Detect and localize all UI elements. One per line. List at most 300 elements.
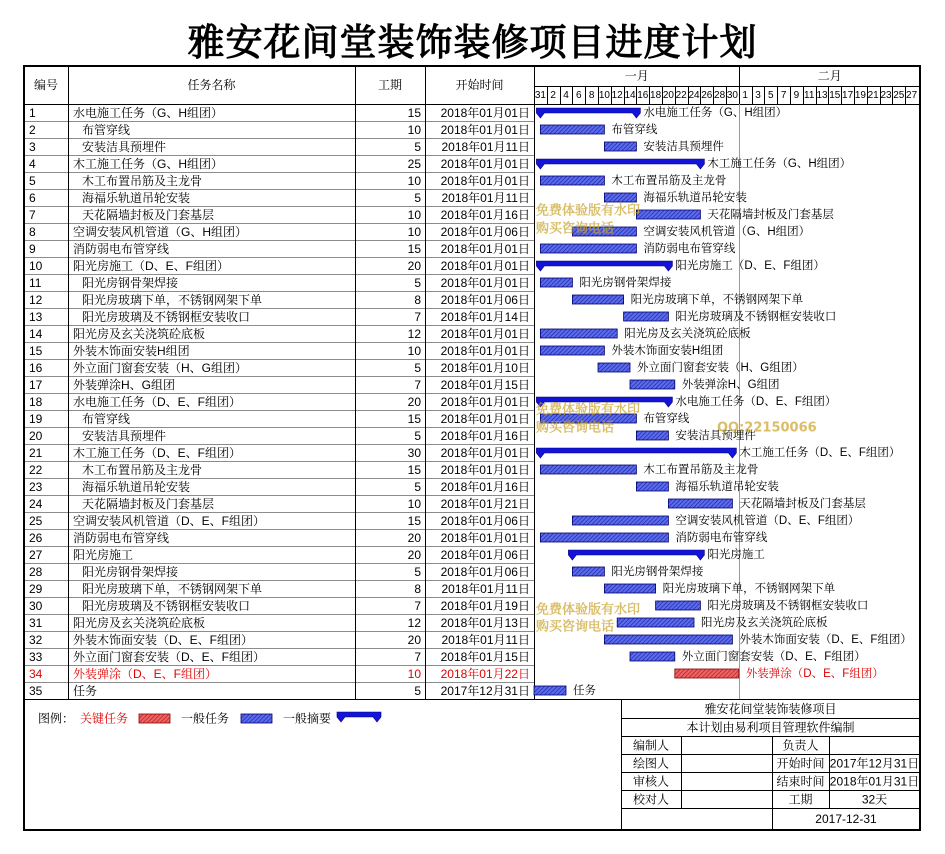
task-name: 木工布置吊筋及主龙骨 [82, 174, 203, 188]
task-name: 阳光房玻璃及不锈钢框安装收口 [82, 599, 251, 613]
task-name: 空调安装风机管道（D、E、F组团） [73, 514, 266, 528]
day-label: 5 [768, 90, 774, 101]
task-row [29, 207, 834, 222]
task-start: 2018年01月06日 [440, 548, 530, 562]
bar-label: 天花隔墙封板及门套基层 [707, 209, 834, 221]
task-name: 阳光房及玄关浇筑砼底板 [73, 327, 206, 341]
bar-label: 海福乐轨道吊轮安装 [643, 192, 747, 204]
task-name: 安装洁具预埋件 [82, 140, 167, 154]
task-name: 阳光房玻璃下单，不锈钢网架下单 [82, 582, 263, 596]
task-start: 2018年01月16日 [440, 429, 530, 443]
task-start: 2018年01月01日 [440, 157, 530, 171]
info-label: 审核人 [632, 774, 670, 789]
task-start: 2018年01月01日 [440, 531, 530, 545]
task-name: 木工施工任务（D、E、F组团） [73, 446, 242, 460]
bar-label: 安装洁具预埋件 [643, 141, 724, 153]
task-duration: 20 [407, 548, 421, 562]
header-id: 编号 [33, 78, 59, 92]
bar-label: 阳光房施工 [707, 549, 765, 561]
task-row [29, 581, 836, 596]
info-label: 负责人 [782, 738, 819, 753]
task-bar [617, 618, 694, 627]
bar-label: 安装洁具预埋件 [675, 430, 756, 442]
task-name: 消防弱电布管穿线 [73, 242, 170, 256]
task-bar [540, 176, 604, 185]
task-row [29, 122, 658, 137]
task-bar [540, 533, 668, 542]
task-name: 外立面门窗套安装（H、G组团） [73, 361, 248, 375]
task-duration: 15 [407, 514, 421, 528]
task-bar [630, 380, 675, 389]
bar-label: 阳光房玻璃下单，不锈钢网架下单 [630, 294, 804, 306]
task-id: 27 [29, 548, 43, 562]
bar-label: 阳光房施工（D、E、F组团） [675, 260, 825, 272]
task-start: 2018年01月21日 [440, 497, 530, 511]
task-bar [636, 482, 668, 491]
task-name: 阳光房及玄关浇筑砼底板 [73, 616, 206, 630]
task-name: 天花隔墙封板及门套基层 [82, 208, 215, 222]
task-start: 2018年01月01日 [440, 276, 530, 290]
task-row [29, 564, 704, 579]
task-id: 18 [29, 395, 43, 409]
task-row [29, 598, 868, 613]
task-id: 5 [29, 174, 36, 188]
task-duration: 20 [407, 395, 421, 409]
bar-label: 水电施工任务（D、E、F组团） [675, 396, 837, 408]
task-name: 布管穿线 [82, 123, 131, 137]
task-start: 2018年01月16日 [440, 208, 530, 222]
task-name: 外立面门窗套安装（D、E、F组团） [73, 650, 266, 664]
day-label: 8 [588, 90, 595, 101]
task-duration: 5 [414, 565, 421, 579]
task-start: 2018年01月06日 [440, 514, 530, 528]
header-start: 开始时间 [455, 78, 504, 92]
summary-bar [536, 108, 640, 118]
task-row [29, 105, 787, 120]
task-start: 2018年01月13日 [440, 616, 530, 630]
task-id: 11 [29, 276, 42, 290]
task-name: 木工布置吊筋及主龙骨 [82, 463, 203, 477]
task-name: 天花隔墙封板及门套基层 [82, 497, 215, 511]
day-label: 27 [906, 90, 918, 101]
task-row [29, 275, 672, 290]
day-label: 16 [637, 90, 649, 101]
info-label: 工期 [788, 792, 813, 807]
task-start: 2018年01月15日 [440, 378, 530, 392]
task-bar [636, 210, 700, 219]
legend-summary-label: 一般摘要 [283, 711, 332, 726]
day-label: 26 [701, 90, 713, 101]
task-id: 6 [29, 191, 36, 205]
task-name: 海福乐轨道吊轮安装 [82, 480, 191, 494]
task-rows [29, 105, 912, 698]
bar-label: 天花隔墙封板及门套基层 [739, 498, 866, 510]
info-label: 开始时间 [776, 756, 825, 771]
task-row [29, 649, 866, 664]
task-id: 7 [29, 208, 36, 222]
task-name: 阳光房钢骨架焊接 [82, 565, 179, 579]
task-start: 2018年01月11日 [441, 633, 530, 647]
task-id: 4 [29, 157, 36, 171]
task-start: 2018年01月22日 [440, 667, 530, 681]
task-duration: 7 [414, 650, 421, 664]
task-name: 木工施工任务（G、H组团） [73, 157, 224, 171]
task-id: 28 [29, 565, 43, 579]
task-row [29, 428, 756, 443]
task-name: 外装弹涂H、G组团 [73, 378, 176, 392]
task-duration: 15 [407, 412, 421, 426]
task-id: 34 [29, 667, 43, 681]
day-label: 2 [550, 90, 556, 101]
task-bar [572, 516, 668, 525]
task-bar [656, 601, 701, 610]
watermark-text: 购买咨询电话 [536, 221, 615, 237]
task-bar [572, 295, 623, 304]
task-row [29, 326, 751, 341]
task-duration: 5 [414, 429, 421, 443]
task-start: 2018年01月11日 [441, 582, 530, 596]
info-value: 32天 [861, 792, 888, 807]
task-start: 2018年01月15日 [440, 650, 530, 664]
bar-label: 阳光房玻璃及不锈钢框安装收口 [675, 311, 837, 323]
task-duration: 10 [407, 225, 421, 239]
watermark-text: 免费体验版有水印 [536, 402, 641, 418]
task-duration: 12 [407, 616, 421, 630]
day-label: 11 [804, 90, 815, 101]
task-duration: 5 [414, 480, 421, 494]
bar-label: 外立面门窗套安装（D、E、F组团） [681, 651, 866, 663]
bar-label: 海福乐轨道吊轮安装 [675, 481, 779, 493]
table-header [34, 69, 918, 101]
bar-label: 消防弱电布管穿线 [643, 243, 736, 255]
info-value: 2018年01月31日 [829, 774, 920, 789]
task-id: 35 [29, 684, 43, 698]
task-start: 2018年01月06日 [440, 225, 530, 239]
task-row [29, 530, 768, 545]
info-project: 雅安花间堂装饰装修项目 [704, 702, 837, 716]
day-label: 15 [829, 90, 841, 101]
task-row [29, 292, 804, 307]
task-bar [598, 363, 630, 372]
task-duration: 20 [407, 633, 421, 647]
day-label: 10 [598, 90, 610, 101]
task-name: 外装木饰面安装H组团 [73, 344, 190, 358]
info-date: 2017-12-31 [815, 812, 877, 826]
task-start: 2018年01月11日 [441, 140, 530, 154]
bar-label: 阳光房玻璃下单，不锈钢网架下单 [662, 583, 836, 595]
info-label: 绘图人 [632, 756, 670, 771]
task-duration: 15 [407, 106, 421, 120]
task-bar [604, 635, 732, 644]
task-id: 10 [29, 259, 43, 273]
task-duration: 20 [407, 531, 421, 545]
task-bar [540, 329, 617, 338]
task-id: 19 [29, 412, 43, 426]
task-row [29, 173, 726, 188]
task-duration: 10 [407, 667, 421, 681]
task-id: 16 [29, 361, 43, 375]
task-start: 2018年01月06日 [440, 565, 530, 579]
task-id: 20 [29, 429, 43, 443]
bar-label: 布管穿线 [611, 124, 658, 136]
task-bar [540, 346, 604, 355]
bar-label: 外装木饰面安装H组团 [611, 345, 724, 357]
task-row [29, 309, 836, 324]
task-bar [540, 125, 604, 134]
task-row [29, 683, 596, 698]
day-label: 4 [563, 90, 569, 101]
task-row [29, 377, 780, 392]
task-id: 17 [29, 378, 43, 392]
task-id: 8 [29, 225, 36, 239]
task-id: 30 [29, 599, 43, 613]
legend-title: 图例： [38, 711, 75, 726]
task-duration: 8 [414, 293, 421, 307]
day-label: 14 [624, 90, 636, 101]
task-row [29, 462, 758, 477]
bar-label: 木工施工任务（G、H组团） [707, 158, 852, 170]
summary-bar [536, 448, 736, 458]
task-duration: 12 [407, 327, 421, 341]
task-id: 23 [29, 480, 43, 494]
task-bar [540, 278, 572, 287]
task-id: 32 [29, 633, 43, 647]
task-bar [540, 465, 636, 474]
task-row [29, 224, 810, 239]
task-row [29, 394, 836, 409]
watermark-text: 购买咨询电话 [536, 619, 615, 635]
task-start: 2018年01月10日 [440, 361, 530, 375]
task-name: 外装弹涂（D、E、F组团） [73, 667, 218, 681]
critical-bar [675, 669, 739, 678]
summary-bar [536, 159, 704, 169]
day-label: 23 [880, 90, 892, 101]
day-label: 30 [726, 90, 738, 101]
task-id: 2 [29, 123, 36, 137]
bar-label: 空调安装风机管道（D、E、F组团） [675, 515, 860, 527]
task-bar [540, 244, 636, 253]
task-id: 1 [29, 106, 36, 120]
legend-normal-swatch [241, 714, 272, 723]
task-id: 3 [29, 140, 36, 154]
task-id: 12 [29, 293, 43, 307]
task-duration: 7 [414, 599, 421, 613]
day-label: 21 [867, 90, 879, 101]
task-id: 9 [29, 242, 36, 256]
task-name: 消防弱电布管穿线 [73, 531, 170, 545]
day-label: 7 [780, 90, 787, 101]
day-label: 17 [842, 90, 854, 101]
bar-label: 布管穿线 [643, 413, 690, 425]
bar-label: 外立面门窗套安装（H、G组团） [637, 362, 804, 374]
task-name: 布管穿线 [82, 412, 131, 426]
bar-label: 空调安装风机管道（G、H组团） [643, 226, 811, 238]
info-value: 2017年12月31日 [829, 756, 920, 771]
watermark-text: 免费体验版有水印 [536, 203, 641, 219]
task-bar [624, 312, 669, 321]
day-label: 9 [793, 90, 800, 101]
bar-label: 外装弹涂H、G组团 [681, 379, 780, 391]
task-duration: 10 [407, 123, 421, 137]
task-duration: 15 [407, 242, 421, 256]
day-label: 25 [893, 90, 905, 101]
task-start: 2018年01月01日 [440, 174, 530, 188]
task-start: 2018年01月01日 [440, 395, 530, 409]
task-name: 阳光房玻璃下单，不锈钢网架下单 [82, 293, 263, 307]
task-name: 阳光房玻璃及不锈钢框安装收口 [82, 310, 251, 324]
day-label: 6 [576, 90, 582, 101]
task-start: 2018年01月01日 [440, 327, 530, 341]
day-label: 13 [816, 90, 828, 101]
task-duration: 15 [407, 463, 421, 477]
bar-label: 阳光房钢骨架焊接 [611, 566, 704, 578]
task-duration: 5 [414, 191, 421, 205]
task-start: 2018年01月01日 [440, 412, 530, 426]
task-duration: 10 [407, 344, 421, 358]
task-start: 2018年01月14日 [440, 310, 530, 324]
task-id: 22 [29, 463, 43, 477]
bar-label: 木工布置吊筋及主龙骨 [611, 175, 727, 187]
task-name: 水电施工任务（G、H组团） [73, 106, 224, 120]
task-start: 2018年01月01日 [440, 344, 530, 358]
task-bar [630, 652, 675, 661]
task-name: 空调安装风机管道（G、H组团） [73, 225, 248, 239]
task-bar [604, 142, 636, 151]
bar-label: 外装木饰面安装（D、E、F组团） [739, 634, 912, 646]
task-duration: 10 [407, 208, 421, 222]
task-row [29, 615, 828, 630]
day-label: 20 [662, 90, 674, 101]
summary-bar [568, 550, 704, 560]
header-name: 任务名称 [187, 78, 236, 92]
bar-label: 阳光房及玄关浇筑砼底板 [624, 328, 751, 340]
task-row [29, 547, 765, 562]
task-name: 海福乐轨道吊轮安装 [82, 191, 191, 205]
summary-bar [536, 261, 672, 271]
day-label: 31 [534, 90, 546, 101]
bar-label: 木工施工任务（D、E、F组团） [739, 447, 901, 459]
task-id: 31 [29, 616, 43, 630]
bar-label: 任务 [573, 685, 596, 697]
task-bar [668, 499, 732, 508]
page-title: 雅安花间堂装饰装修项目进度计划 [187, 20, 758, 64]
day-label: 19 [854, 90, 866, 101]
task-row [29, 632, 912, 647]
task-duration: 7 [414, 378, 421, 392]
task-id: 24 [29, 497, 43, 511]
task-duration: 10 [407, 497, 421, 511]
task-start: 2018年01月19日 [440, 599, 530, 613]
task-start: 2018年01月01日 [440, 446, 530, 460]
day-label: 18 [650, 90, 662, 101]
watermark-text: 免费体验版有水印 [536, 602, 641, 618]
task-row [29, 445, 900, 460]
task-name: 阳光房施工（D、E、F组团） [73, 259, 230, 273]
bar-label: 阳光房钢骨架焊接 [579, 277, 672, 289]
task-start: 2018年01月01日 [440, 463, 530, 477]
task-row [29, 513, 859, 528]
task-id: 26 [29, 531, 43, 545]
task-name: 水电施工任务（D、E、F组团） [73, 395, 242, 409]
task-duration: 30 [407, 446, 421, 460]
bar-label: 木工布置吊筋及主龙骨 [643, 464, 759, 476]
task-id: 21 [29, 446, 43, 460]
task-row [29, 258, 825, 273]
task-duration: 7 [414, 310, 421, 324]
task-duration: 10 [407, 174, 421, 188]
task-duration: 8 [414, 582, 421, 596]
task-name: 阳光房施工 [73, 548, 134, 562]
watermark-text: QQ:22150066 [717, 420, 817, 436]
legend [38, 711, 381, 726]
task-bar [572, 567, 604, 576]
task-id: 13 [29, 310, 43, 324]
task-duration: 5 [414, 684, 421, 698]
task-bar [604, 193, 636, 202]
task-duration: 20 [407, 259, 421, 273]
task-duration: 5 [414, 140, 421, 154]
legend-normal-label: 一般任务 [181, 711, 230, 726]
task-id: 25 [29, 514, 43, 528]
month-label: 一月 [624, 69, 649, 83]
task-duration: 5 [414, 361, 421, 375]
info-label: 编制人 [632, 738, 670, 753]
month-label: 二月 [817, 69, 842, 83]
task-row [29, 360, 804, 375]
day-label: 28 [714, 90, 726, 101]
day-label: 12 [611, 90, 623, 101]
task-name: 阳光房钢骨架焊接 [82, 276, 179, 290]
legend-critical-swatch [139, 714, 170, 723]
task-start: 2017年12月31日 [440, 684, 530, 698]
legend-summary-swatch [337, 712, 381, 722]
task-row [29, 139, 724, 154]
task-row [29, 343, 723, 358]
task-start: 2018年01月01日 [440, 259, 530, 273]
task-row [29, 479, 779, 494]
task-row [29, 156, 851, 171]
task-name: 外装木饰面安装（D、E、F组团） [73, 633, 254, 647]
bar-label: 水电施工任务（G、H组团） [643, 107, 788, 119]
task-duration: 25 [407, 157, 421, 171]
task-row [29, 241, 736, 256]
task-row [29, 496, 866, 511]
watermark-text: 购买咨询电话 [536, 420, 615, 436]
info-label: 结束时间 [776, 774, 825, 789]
day-label: 22 [675, 90, 687, 101]
info-software: 本计划由易利项目管理软件编制 [686, 720, 855, 735]
bar-label: 外装弹涂（D、E、F组团） [745, 668, 884, 680]
header-duration: 工期 [377, 78, 403, 92]
task-id: 33 [29, 650, 43, 664]
task-start: 2018年01月01日 [440, 242, 530, 256]
task-start: 2018年01月16日 [440, 480, 530, 494]
day-label: 24 [688, 90, 700, 101]
legend-critical-label: 关键任务 [80, 711, 129, 726]
bar-label: 消防弱电布管穿线 [675, 532, 768, 544]
task-start: 2018年01月01日 [440, 106, 530, 120]
task-start: 2018年01月06日 [440, 293, 530, 307]
bar-label: 阳光房玻璃及不锈钢框安装收口 [707, 600, 869, 612]
bar-label: 阳光房及玄关浇筑砼底板 [701, 617, 828, 629]
task-id: 15 [29, 344, 43, 358]
day-label: 3 [755, 90, 761, 101]
task-duration: 5 [414, 276, 421, 290]
task-bar [534, 686, 566, 695]
info-table [621, 699, 920, 830]
task-row [29, 666, 884, 681]
task-id: 29 [29, 582, 43, 596]
